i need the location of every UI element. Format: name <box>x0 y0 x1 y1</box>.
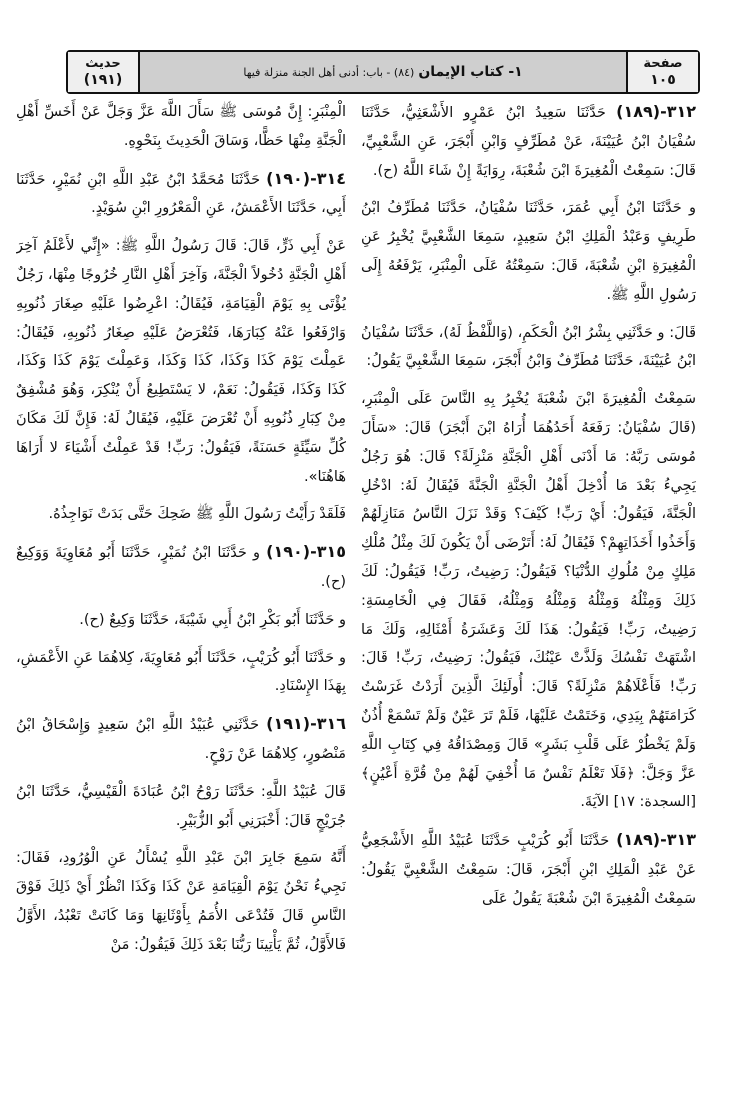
paragraph-text: و حَدَّثَنَا أَبُو كُرَيْبٍ، حَدَّثَنَا أَبُو مُعَاوِيَةَ، كِلاهُمَا عَنِ الأَعْمَشِ، بِهَذَا الإِسْنَادِ. <box>16 649 346 695</box>
book-title: ١- كتاب الإيمان <box>418 64 523 80</box>
paragraph-text: و حَدَّثَنَا أَبُو بَكْرِ ابْنُ أَبِي شَيْبَةَ، حَدَّثَنَا وَكِيعٌ (ح). <box>79 611 346 628</box>
left-column <box>16 98 346 1088</box>
chapter-subtitle: (٨٤) - باب: أدنى أهل الجنة منزلة فيها <box>243 65 415 79</box>
paragraph <box>16 165 346 224</box>
paragraph-text: فَلَقَدْ رَأَيْتُ رَسُولَ اللَّهِ ﷺ ضَحِكَ حَتَّى بَدَتْ نَوَاجِذُهُ. <box>48 506 346 523</box>
paragraph <box>16 232 346 491</box>
paragraph <box>16 500 346 529</box>
hadith-number: (١٩١) <box>83 72 123 88</box>
paragraph-text: الْمِنْبَرِ: إِنَّ مُوسَى ﷺ سَأَلَ اللَّهَ عَزَّ وَجَلَّ عَنْ أَخَسِّ أَهْلِ الْجَنَّةِ مِنْهَا حَظًّا، وَسَاقَ الْحَدِيثَ بِنَحْوِهِ. <box>16 104 346 149</box>
paragraph <box>361 98 696 185</box>
header-title-area <box>140 52 626 92</box>
paragraph-text: حَدَّثَنَا أَبُو كُرَيْبٍ حَدَّثَنَا عُبَيْدُ اللَّهِ الأَشْجَعِيُّ عَنْ عَبْدِ الْمَلِكِ ابْنِ أَبْجَرَ، قَالَ: سَمِعْتُ الشَّعْبِيَّ يَقُولُ: سَمِعْتُ الْمُغِيرَةَ ابْنَ شُعْبَةَ يَقُولُ عَلَى <box>361 833 696 907</box>
paragraph <box>16 710 346 769</box>
paragraph-text: قَالَ: و حَدَّثَنِي بِشْرُ ابْنُ الْحَكَمِ، (وَاللَّفْظُ لَهُ)، حَدَّثَنَا سُفْيَانُ ابْنُ عُيَيْنَةَ، حَدَّثَنَا مُطَرِّفٌ وَابْنُ أَبْجَرَ، سَمِعَا الشَّعْبِيَّ يَقُولُ: <box>361 324 696 370</box>
paragraph-text: عَنْ أَبِي ذَرٍّ، قَالَ: قَالَ رَسُولُ اللَّهِ ﷺ: «إِنِّي لأَعْلَمُ آخِرَ أَهْلِ الْجَنَّةِ دُخُولاً الْجَنَّةَ، وَآخِرَ أَهْلِ النَّارِ خُرُوجًا مِنْهَا، رَجُلٌ يُؤْتَى بِهِ يَوْمَ الْقِيَامَةِ، فَيُقَالُ: اعْرِضُوا عَلَيْهِ صِغَارَ ذُنُوبِهِ وَارْفَعُوا عَنْهُ كِبَارَهَا، فَتُعْرَضُ عَلَيْهِ صِغَارُ ذُنُوبِهِ، فَيُقَالُ: عَمِلْتَ يَوْمَ كَذَا وَكَذَا، كَذَا وَكَذَا، وَعَمِلْتَ يَوْمَ كَذَا وَكَذَا، كَذَا وَكَذَا، فَيَقُولُ: نَعَمْ، لا يَسْتَطِيعُ أَنْ يُنْكِرَ، وَهُوَ مُشْفِقٌ مِنْ كِبَارِ ذُنُوبِهِ أَنْ تُعْرَضَ عَلَيْهِ، فَيُقَالُ لَهُ: فَإِنَّ لَكَ مَكَانَ كُلِّ سَيِّئَةٍ حَسَنَةً، فَيَقُولُ: رَبِّ! قَدْ عَمِلْتُ أَشْيَاءَ لا أَرَاهَا هَاهُنَا». <box>16 238 346 485</box>
paragraph <box>16 98 346 156</box>
paragraph-text: و حَدَّثَنَا ابْنُ أَبِي عُمَرَ، حَدَّثَنَا سُفْيَانُ، حَدَّثَنَا مُطَرِّفُ ابْنُ طَرِيفٍ وَعَبْدُ الْمَلِكِ ابْنُ سَعِيدٍ، سَمِعَا الشَّعْبِيَّ يُخْبِرُ عَنِ الْمُغِيرَةِ ابْنِ شُعْبَةَ، قَالَ: سَمِعْتُهُ عَلَى الْمِنْبَرِ، يَرْفَعُهُ إِلَى رَسُولِ اللَّهِ ﷺ. <box>361 200 696 303</box>
paragraph <box>16 538 346 597</box>
hadith-index: ٣١٦-(١٩١) <box>266 714 346 734</box>
hadith-index: ٣١٥-(١٩٠) <box>266 542 346 562</box>
paragraph <box>16 606 346 635</box>
paragraph <box>361 826 696 913</box>
paragraph <box>361 319 696 377</box>
paragraph-text: سَمِعْتُ الْمُغِيرَةَ ابْنَ شُعْبَةَ يُخْبِرُ بِهِ النَّاسَ عَلَى الْمِنْبَرِ، (قَالَ سُفْيَانُ: رَفَعَهُ أَحَدُهُمَا أُرَاهُ ابْنَ أَبْجَرَ) قَالَ: «سَأَلَ مُوسَى رَبَّهُ: مَا أَدْنَى أَهْلِ الْجَنَّةِ مَنْزِلَةً؟ قَالَ: هُوَ رَجُلٌ يَجِيءُ بَعْدَ مَا أُدْخِلَ أَهْلُ الْجَنَّةِ الْجَنَّةَ فَيُقَالُ لَهُ: ادْخُلِ الْجَنَّةَ، فَيَقُولُ: أَيْ رَبِّ! كَيْفَ؟ وَقَدْ نَزَلَ النَّاسُ مَنَازِلَهُمْ وَأَخَذُوا أَخَذَاتِهِمْ؟ فَيُقَالُ لَهُ: أَتَرْضَى أَنْ يَكُونَ لَكَ مِثْلُ مُلْكِ مَلِكٍ مِنْ مُلُوكِ الدُّنْيَا؟ فَيَقُولُ: رَضِيتُ، رَبِّ! فَيَقُولُ: لَكَ ذَلِكَ وَمِثْلُهُ وَمِثْلُهُ وَمِثْلُهُ وَمِثْلُهُ، فَقَالَ فِي الْخَامِسَةِ: رَضِيتُ، رَبِّ! فَيَقُولُ: هَذَا لَكَ وَعَشَرَةُ أَمْثَالِهِ، وَلَكَ مَا اشْتَهَتْ نَفْسُكَ وَلَذَّتْ عَيْنُكَ، فَيَقُولُ: رَضِيتُ، رَبِّ! قَالَ: رَبِّ! فَأَعْلَاهُمْ مَنْزِلَةً؟ قَالَ: أُولَئِكَ الَّذِينَ أَرَدْتُ غَرَسْتُ كَرَامَتَهُمْ بِيَدِي، وَخَتَمْتُ عَلَيْهَا، فَلَمْ تَرَ عَيْنٌ وَلَمْ تَسْمَعْ أُذُنٌ وَلَمْ يَخْطُرْ عَلَى قَلْبِ بَشَرٍ» قَالَ وَمِصْدَاقُهُ فِي كِتَابِ اللَّهِ عَزَّ وَجَلَّ: ﴿فَلَا تَعْلَمُ نَفْسٌ مَا أُخْفِيَ لَهُمْ مِنْ قُرَّةِ أَعْيُنٍ﴾ [السجدة: ١٧] الآيَةَ. <box>361 391 696 811</box>
paragraph-text: قَالَ عُبَيْدُ اللَّهِ: حَدَّثَنَا رَوْحُ ابْنُ عُبَادَةَ الْقَيْسِيُّ، حَدَّثَنَا ابْنُ جُرَيْجٍ قَالَ: أَخْبَرَنِي أَبُو الزُّبَيْرِ. <box>16 783 346 829</box>
page-header <box>66 50 700 94</box>
hadith-number-box <box>68 52 140 92</box>
hadith-index: ٣١٢-(١٨٩) <box>616 102 696 121</box>
paragraph-text: أَنَّهُ سَمِعَ جَابِرَ ابْنَ عَبْدِ اللَّهِ يُسْأَلُ عَنِ الْوُرُودِ، فَقَالَ: نَجِيءُ نَحْنُ يَوْمَ الْقِيَامَةِ عَنْ كَذَا وَكَذَا انْظُرْ أَيْ ذَلِكَ فَوْقَ النَّاسِ قَالَ فَتُدْعَى الأُمَمُ بِأَوْثَانِهَا وَمَا كَانَتْ تَعْبُدُ، الأَوَّلُ فَالأَوَّلُ، ثُمَّ يَأْتِينَا رَبُّنَا بَعْدَ ذَلِكَ فَيَقُولُ: مَنْ <box>16 850 346 953</box>
paragraph-text: حَدَّثَنَا سَعِيدُ ابْنُ عَمْرٍو الأَشْعَثِيُّ، حَدَّثَنَا سُفْيَانُ ابْنُ عُيَيْنَةَ، عَنْ مُطَرِّفٍ وَابْنِ أَبْجَرَ، عَنِ الشَّعْبِيِّ، قَالَ: سَمِعْتُ الْمُغِيرَةَ ابْنَ شُعْبَةَ، رِوَايَةً إِنْ شَاءَ اللَّهُ (ح). <box>361 105 696 179</box>
paragraph <box>16 778 346 836</box>
paragraph-text: حَدَّثَنِي عُبَيْدُ اللَّهِ ابْنُ سَعِيدٍ وَإِسْحَاقُ ابْنُ مَنْصُورٍ، كِلاهُمَا عَنْ رَوْحٍ. <box>16 717 346 762</box>
paragraph <box>361 385 696 817</box>
right-column <box>361 98 696 1088</box>
hadith-label: حديث <box>85 56 121 71</box>
page-number-box <box>626 52 698 92</box>
paragraph <box>361 194 696 309</box>
page-label: صفحة <box>643 56 683 71</box>
paragraph-text: و حَدَّثَنَا ابْنُ نُمَيْرٍ، حَدَّثَنَا أَبُو مُعَاوِيَةَ وَوَكِيعٌ (ح). <box>16 545 346 590</box>
hadith-index: ٣١٤-(١٩٠) <box>266 168 346 188</box>
hadith-index: ٣١٣-(١٨٩) <box>616 830 696 850</box>
paragraph <box>16 844 346 959</box>
paragraph-text: حَدَّثَنَا مُحَمَّدُ ابْنُ عَبْدِ اللَّهِ ابْنِ نُمَيْرٍ، حَدَّثَنَا أَبِي، حَدَّثَنَا الأَعْمَشُ، عَنِ الْمَعْرُورِ ابْنِ سُوَيْدٍ. <box>16 171 346 217</box>
paragraph <box>16 644 346 702</box>
page-number: ١٠٥ <box>650 72 676 88</box>
